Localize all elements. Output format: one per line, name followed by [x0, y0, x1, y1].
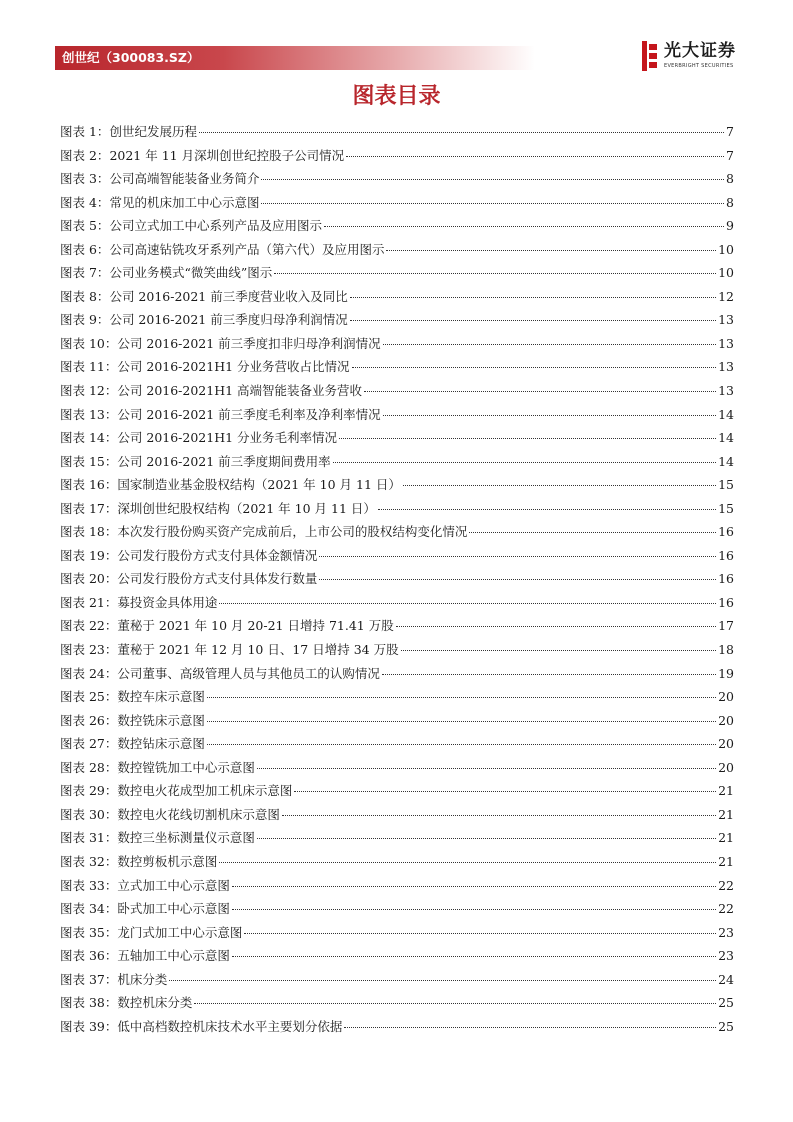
toc-entry-title: 常见的机床加工中心示意图 — [109, 194, 260, 210]
toc-dot-leader — [257, 837, 716, 839]
toc-entry-page: 16 — [718, 571, 734, 587]
toc-entry-title: 数控三坐标测量仪示意图 — [117, 830, 255, 846]
toc-entry[interactable] — [60, 567, 734, 591]
toc-entry-page: 8 — [726, 171, 734, 187]
toc-entry[interactable] — [60, 732, 734, 756]
toc-entry-title: 数控钻床示意图 — [117, 736, 205, 752]
toc-entry-label: 图表 34： — [60, 901, 118, 917]
toc-dot-leader — [194, 1002, 716, 1004]
toc-entry[interactable] — [60, 308, 734, 332]
toc-dot-leader — [319, 578, 716, 580]
toc-entry-title: 数控铣床示意图 — [117, 712, 205, 728]
toc-dot-leader — [378, 508, 716, 510]
toc-dot-leader — [346, 155, 724, 157]
toc-entry-page: 13 — [718, 383, 734, 399]
toc-entry[interactable] — [60, 921, 734, 945]
toc-entry-title: 公司 2016-2021 前三季度营业收入及同比 — [109, 288, 348, 304]
toc-dot-leader — [344, 1026, 716, 1028]
toc-entry-page: 13 — [718, 335, 734, 351]
toc-dot-leader — [207, 696, 716, 698]
toc-entry-page: 13 — [718, 359, 734, 375]
toc-entry[interactable] — [60, 826, 734, 850]
toc-entry-title: 五轴加工中心示意图 — [117, 948, 230, 964]
toc-entry-page: 22 — [718, 877, 734, 893]
toc-entry-title: 龙门式加工中心示意图 — [117, 924, 243, 940]
toc-entry-title: 公司 2016-2021 前三季度扣非归母净利润情况 — [117, 335, 381, 351]
toc-entry-title: 数控电火花线切割机床示意图 — [117, 806, 280, 822]
toc-entry[interactable] — [60, 520, 734, 544]
toc-entry-page: 14 — [718, 430, 734, 446]
toc-entry[interactable] — [60, 379, 734, 403]
toc-dot-leader — [333, 461, 716, 463]
toc-entry-page: 7 — [726, 147, 734, 163]
toc-entry[interactable] — [60, 991, 734, 1015]
toc-entry-title: 公司 2016-2021H1 分业务营收占比情况 — [117, 359, 350, 375]
toc-entry-title: 公司高速钻铣攻牙系列产品（第六代）及应用图示 — [109, 241, 385, 257]
toc-dot-leader — [319, 555, 716, 557]
toc-entry[interactable] — [60, 874, 734, 898]
toc-entry-label: 图表 1： — [60, 124, 110, 139]
toc-entry-title: 立式加工中心示意图 — [117, 877, 230, 893]
toc-entry-title: 董秘于 2021 年 10 月 20-21 日增持 71.41 万股 — [117, 618, 394, 634]
toc-entry[interactable] — [60, 756, 734, 780]
toc-entry-label: 图表 24： — [60, 665, 118, 681]
toc-entry-title: 国家制造业基金股权结构（2021 年 10 月 11 日） — [117, 477, 401, 493]
toc-entry-label: 图表 32： — [60, 853, 118, 869]
toc-entry[interactable] — [60, 285, 734, 309]
toc-entry[interactable] — [60, 1015, 734, 1039]
toc-entry-page: 15 — [718, 477, 734, 493]
toc-entry-title: 募投资金具体用途 — [117, 594, 218, 610]
toc-dot-leader — [282, 814, 716, 816]
toc-dot-leader — [244, 932, 716, 934]
toc-entry-label: 图表 13： — [60, 406, 118, 422]
toc-entry-title: 公司发行股份方式支付具体发行数量 — [117, 571, 318, 587]
toc-entry-label: 图表 18： — [60, 524, 118, 540]
toc-entry[interactable] — [60, 473, 734, 497]
toc-entry[interactable] — [60, 685, 734, 709]
toc-dot-leader — [350, 296, 716, 298]
toc-dot-leader — [352, 366, 717, 368]
toc-entry-label: 图表 39： — [60, 1018, 118, 1034]
toc-entry[interactable] — [60, 591, 734, 615]
toc-entry-title: 数控车床示意图 — [117, 689, 205, 705]
toc-entry-page: 16 — [718, 547, 734, 563]
toc-entry-label: 图表 25： — [60, 689, 118, 705]
toc-entry-label: 图表 11： — [60, 359, 118, 375]
toc-entry-label: 图表 7： — [60, 265, 110, 281]
toc-entry-label: 图表 10： — [60, 335, 118, 351]
toc-dot-leader — [232, 885, 716, 887]
toc-entry[interactable] — [60, 638, 734, 662]
toc-dot-leader — [294, 790, 716, 792]
toc-entry-label: 图表 15： — [60, 453, 118, 469]
toc-entry-page: 25 — [718, 1018, 734, 1034]
toc-entry-page: 8 — [726, 194, 734, 210]
toc-entry-label: 图表 29： — [60, 783, 118, 799]
toc-dot-leader — [207, 743, 716, 745]
toc-entry[interactable] — [60, 332, 734, 356]
toc-entry-page: 9 — [726, 218, 734, 234]
toc-dot-leader — [219, 861, 716, 863]
toc-entry-label: 图表 2： — [60, 147, 110, 163]
toc-entry-label: 图表 27： — [60, 736, 118, 752]
toc-entry-page: 10 — [718, 265, 734, 281]
toc-entry-page: 18 — [718, 642, 734, 658]
toc-dot-leader — [386, 249, 716, 251]
toc-entry[interactable] — [60, 426, 734, 450]
toc-entry-page: 7 — [726, 124, 734, 139]
toc-dot-leader — [324, 225, 724, 227]
toc-dot-leader — [383, 343, 716, 345]
toc-entry-title: 低中高档数控机床技术水平主要划分依据 — [117, 1018, 343, 1034]
toc-dot-leader — [403, 484, 716, 486]
header-company-title: 创世纪（300083.SZ） — [62, 50, 200, 65]
toc-entry-title: 机床分类 — [117, 971, 168, 987]
toc-entry[interactable] — [60, 403, 734, 427]
toc-entry-page: 13 — [718, 312, 734, 328]
toc-entry-title: 公司业务模式“微笑曲线”图示 — [109, 265, 273, 281]
toc-entry-title: 公司 2016-2021H1 分业务毛利率情况 — [117, 430, 338, 446]
toc-entry-title: 公司 2016-2021H1 高端智能装备业务营收 — [117, 383, 363, 399]
toc-entry[interactable] — [60, 214, 734, 238]
toc-entry[interactable] — [60, 897, 734, 921]
logo-cn-name: 光大证券 — [664, 41, 736, 61]
toc-entry-page: 16 — [718, 594, 734, 610]
toc-dot-leader — [219, 602, 716, 604]
toc-entry[interactable] — [60, 544, 734, 568]
toc-entry-title: 2021 年 11 月深圳创世纪控股子公司情况 — [109, 147, 345, 163]
toc-entry-page: 24 — [718, 971, 734, 987]
toc-dot-leader — [169, 979, 716, 981]
toc-entry-title: 董秘于 2021 年 12 月 10 日、17 日增持 34 万股 — [117, 642, 399, 658]
toc-entry-label: 图表 20： — [60, 571, 118, 587]
toc-entry-title: 公司 2016-2021 前三季度期间费用率 — [117, 453, 331, 469]
toc-entry[interactable] — [60, 191, 734, 215]
toc-entry-page: 14 — [718, 453, 734, 469]
toc-entry-label: 图表 38： — [60, 995, 118, 1011]
toc-dot-leader — [232, 908, 716, 910]
toc-entry-label: 图表 3： — [60, 171, 110, 187]
toc-entry-page: 10 — [718, 241, 734, 257]
toc-entry[interactable] — [60, 355, 734, 379]
toc-entry[interactable] — [60, 662, 734, 686]
toc-entry-label: 图表 31： — [60, 830, 118, 846]
toc-entry-page: 21 — [718, 783, 734, 799]
toc-entry-page: 21 — [718, 806, 734, 822]
toc-entry[interactable] — [60, 450, 734, 474]
toc-entry-label: 图表 8： — [60, 288, 110, 304]
toc-entry[interactable] — [60, 944, 734, 968]
toc-entry-label: 图表 9： — [60, 312, 110, 328]
toc-dot-leader — [396, 625, 716, 627]
toc-dot-leader — [382, 673, 716, 675]
toc-entry[interactable] — [60, 779, 734, 803]
toc-entry-title: 数控机床分类 — [117, 995, 193, 1011]
toc-entry[interactable] — [60, 144, 734, 168]
toc-entry-label: 图表 30： — [60, 806, 118, 822]
toc-entry-label: 图表 14： — [60, 430, 118, 446]
toc-dot-leader — [401, 649, 717, 651]
toc-dot-leader — [199, 131, 724, 133]
toc-entry[interactable] — [60, 968, 734, 992]
toc-entry-title: 公司 2016-2021 前三季度归母净利润情况 — [109, 312, 348, 328]
toc-entry[interactable] — [60, 803, 734, 827]
toc-entry[interactable] — [60, 238, 734, 262]
toc-dot-leader — [261, 178, 724, 180]
toc-dot-leader — [257, 767, 716, 769]
toc-entry-title: 数控剪板机示意图 — [117, 853, 218, 869]
figure-table-of-contents — [60, 120, 734, 1038]
toc-entry-label: 图表 26： — [60, 712, 118, 728]
toc-entry-page: 15 — [718, 500, 734, 516]
toc-entry[interactable] — [60, 850, 734, 874]
toc-entry-title: 公司董事、高级管理人员与其他员工的认购情况 — [117, 665, 380, 681]
toc-entry-label: 图表 33： — [60, 877, 118, 893]
toc-entry-label: 图表 23： — [60, 642, 118, 658]
toc-entry-label: 图表 28： — [60, 759, 118, 775]
toc-entry[interactable] — [60, 261, 734, 285]
toc-entry-label: 图表 21： — [60, 594, 118, 610]
toc-entry-label: 图表 4： — [60, 194, 110, 210]
toc-entry-page: 19 — [718, 665, 734, 681]
toc-dot-leader — [207, 720, 716, 722]
toc-entry-page: 12 — [718, 288, 734, 304]
toc-dot-leader — [350, 319, 716, 321]
toc-entry-title: 公司立式加工中心系列产品及应用图示 — [109, 218, 322, 234]
toc-entry-label: 图表 6： — [60, 241, 110, 257]
toc-entry-label: 图表 37： — [60, 971, 118, 987]
toc-entry-title: 公司 2016-2021 前三季度毛利率及净利率情况 — [117, 406, 381, 422]
toc-entry-page: 14 — [718, 406, 734, 422]
toc-entry-title: 深圳创世纪股权结构（2021 年 10 月 11 日） — [117, 500, 376, 516]
toc-entry[interactable] — [60, 167, 734, 191]
logo-en-name: EVERBRIGHT SECURITIES — [664, 63, 734, 69]
toc-entry-title: 数控电火花成型加工机床示意图 — [117, 783, 293, 799]
toc-entry-title: 卧式加工中心示意图 — [117, 901, 230, 917]
everbright-logo-icon — [640, 40, 660, 72]
toc-entry-label: 图表 36： — [60, 948, 118, 964]
toc-dot-leader — [469, 531, 716, 533]
toc-entry-title: 公司发行股份方式支付具体金额情况 — [117, 547, 318, 563]
toc-entry-page: 20 — [718, 689, 734, 705]
toc-entry-label: 图表 35： — [60, 924, 118, 940]
toc-entry-label: 图表 19： — [60, 547, 118, 563]
toc-entry-page: 21 — [718, 853, 734, 869]
toc-entry[interactable] — [60, 709, 734, 733]
toc-entry-label: 图表 17： — [60, 500, 118, 516]
toc-dot-leader — [364, 390, 716, 392]
toc-entry-title: 创世纪发展历程 — [109, 124, 197, 139]
toc-dot-leader — [383, 414, 716, 416]
toc-entry-title: 数控镗铣加工中心示意图 — [117, 759, 255, 775]
toc-entry-label: 图表 5： — [60, 218, 110, 234]
page-title: 图表目录 — [352, 84, 441, 109]
toc-entry-page: 16 — [718, 524, 734, 540]
toc-entry-page: 20 — [718, 712, 734, 728]
brand-logo — [640, 40, 735, 76]
toc-entry[interactable] — [60, 497, 734, 521]
toc-entry-page: 23 — [718, 924, 734, 940]
toc-entry-page: 20 — [718, 759, 734, 775]
toc-entry-title: 公司高端智能装备业务简介 — [109, 171, 260, 187]
toc-entry-page: 21 — [718, 830, 734, 846]
toc-entry[interactable] — [60, 120, 734, 144]
toc-entry-title: 本次发行股份购买资产完成前后，上市公司的股权结构变化情况 — [117, 524, 468, 540]
toc-entry-page: 23 — [718, 948, 734, 964]
toc-entry-label: 图表 16： — [60, 477, 118, 493]
toc-entry-label: 图表 12： — [60, 383, 118, 399]
toc-entry-label: 图表 22： — [60, 618, 118, 634]
toc-dot-leader — [339, 437, 716, 439]
toc-dot-leader — [232, 955, 716, 957]
toc-entry-page: 25 — [718, 995, 734, 1011]
toc-entry-page: 20 — [718, 736, 734, 752]
toc-entry-page: 22 — [718, 901, 734, 917]
toc-dot-leader — [274, 272, 716, 274]
toc-entry[interactable] — [60, 614, 734, 638]
toc-dot-leader — [261, 202, 724, 204]
toc-entry-page: 17 — [718, 618, 734, 634]
